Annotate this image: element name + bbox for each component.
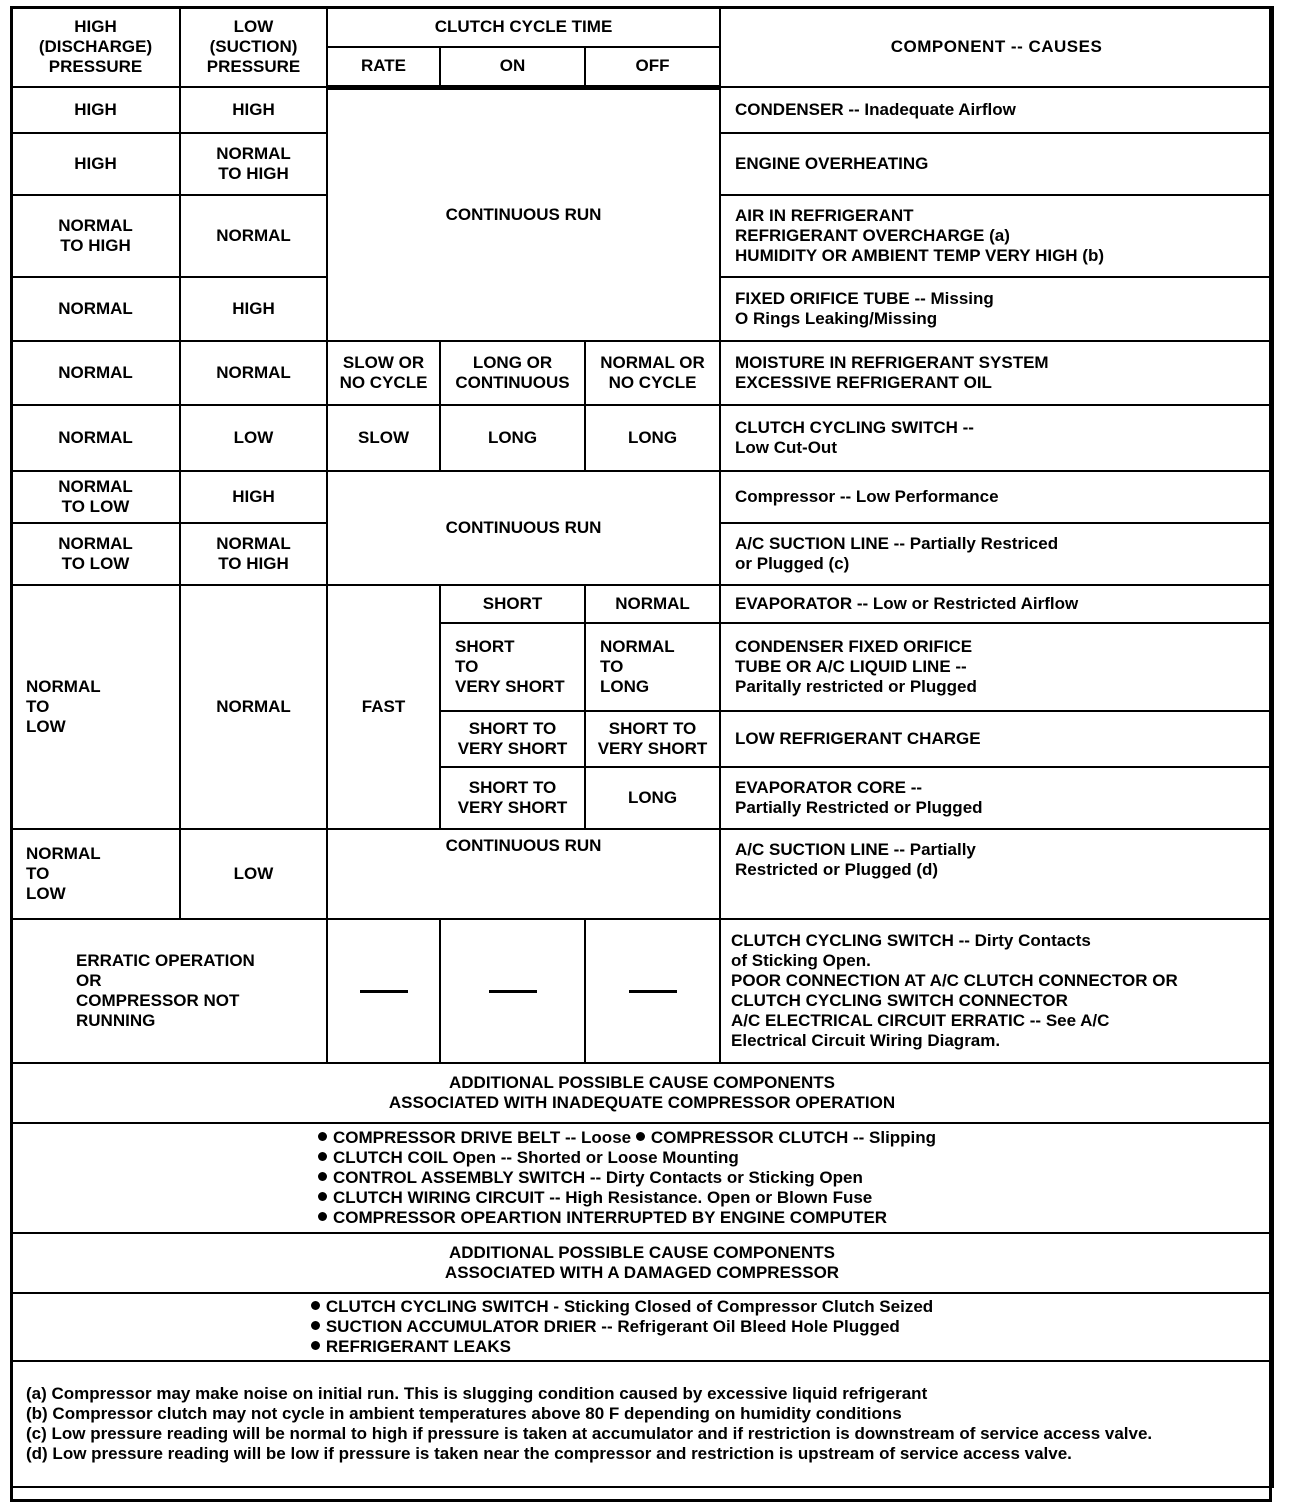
off-cell: LONG	[585, 405, 720, 471]
rate-cell: SLOW	[327, 405, 440, 471]
header-clutch-cycle-time: CLUTCH CYCLE TIME	[327, 7, 720, 47]
high-pressure-cell: NORMAL TO LOW	[11, 471, 180, 523]
high-pressure-cell: NORMAL TO LOW	[11, 829, 180, 919]
additional-inadequate-title: ADDITIONAL POSSIBLE CAUSE COMPONENTS ASSOCIATED WITH INADEQUATE COMPRESSOR OPERATION	[11, 1063, 1273, 1123]
off-cell: NORMAL TO LONG	[585, 623, 720, 711]
list-item: CLUTCH COIL Open -- Shorted or Loose Mounting	[318, 1148, 936, 1168]
footnote-d: (d) Low pressure reading will be low if pressure is taken near the compressor and restriction is upstream of service access valve.	[26, 1444, 1072, 1463]
low-pressure-cell: NORMAL	[180, 585, 327, 829]
footnote-c: (c) Low pressure reading will be normal to high if pressure is taken at accumulator and if restriction is downstream of service access valve.	[26, 1424, 1153, 1443]
low-pressure-cell: NORMAL	[180, 341, 327, 405]
header-on: ON	[440, 47, 585, 87]
footnote-a: (a) Compressor may make noise on initial run. This is slugging condition caused by excessive liquid refrigerant	[26, 1384, 928, 1403]
rate-cell: FAST	[327, 585, 440, 829]
high-pressure-cell: NORMAL TO LOW	[11, 585, 180, 829]
on-cell: SHORT	[440, 585, 585, 623]
cause-cell: MOISTURE IN REFRIGERANT SYSTEM EXCESSIVE REFRIGERANT OIL	[720, 341, 1273, 405]
low-pressure-cell: HIGH	[180, 87, 327, 133]
cause-cell: A/C SUCTION LINE -- Partially Restricted or Plugged (d)	[720, 829, 1273, 919]
header-off: OFF	[585, 47, 720, 87]
cause-cell: EVAPORATOR -- Low or Restricted Airflow	[720, 585, 1273, 623]
list-item: SUCTION ACCUMULATOR DRIER -- Refrigerant Oil Bleed Hole Plugged	[311, 1317, 933, 1337]
on-cell: SHORT TO VERY SHORT	[440, 623, 585, 711]
erratic-operation-cell: ERRATIC OPERATION OR COMPRESSOR NOT RUNNING	[11, 919, 327, 1063]
high-pressure-cell: HIGH	[11, 133, 180, 195]
on-cell: LONG	[440, 405, 585, 471]
cause-cell: A/C SUCTION LINE -- Partially Restriced or Plugged (c)	[720, 523, 1273, 585]
cause-cell: AIR IN REFRIGERANT REFRIGERANT OVERCHARGE (a) HUMIDITY OR AMBIENT TEMP VERY HIGH (b)	[720, 195, 1273, 277]
high-pressure-cell: NORMAL TO LOW	[11, 523, 180, 585]
cause-cell: LOW REFRIGERANT CHARGE	[720, 711, 1273, 767]
off-cell: NORMAL	[585, 585, 720, 623]
off-cell: SHORT TO VERY SHORT	[585, 711, 720, 767]
continuous-run-cell: CONTINUOUS RUN	[327, 829, 720, 919]
high-pressure-cell: NORMAL	[11, 277, 180, 341]
high-pressure-cell: NORMAL TO HIGH	[11, 195, 180, 277]
cause-cell: CLUTCH CYCLING SWITCH -- Low Cut-Out	[720, 405, 1273, 471]
on-cell: SHORT TO VERY SHORT	[440, 767, 585, 829]
list-item: CLUTCH WIRING CIRCUIT -- High Resistance. Open or Blown Fuse	[318, 1188, 936, 1208]
low-pressure-cell: HIGH	[180, 277, 327, 341]
high-pressure-cell: NORMAL	[11, 405, 180, 471]
footnote-b: (b) Compressor clutch may not cycle in ambient temperatures above 80 F depending on humidity conditions	[26, 1404, 902, 1423]
cause-cell: Compressor -- Low Performance	[720, 471, 1273, 523]
outer-frame	[10, 6, 1272, 1502]
high-pressure-cell: HIGH	[11, 87, 180, 133]
cause-cell: CONDENSER FIXED ORIFICE TUBE OR A/C LIQUID LINE -- Paritally restricted or Plugged	[720, 623, 1273, 711]
header-low-pressure: LOW (SUCTION) PRESSURE	[180, 7, 327, 87]
on-cell: SHORT TO VERY SHORT	[440, 711, 585, 767]
low-pressure-cell: HIGH	[180, 471, 327, 523]
list-item: REFRIGERANT LEAKS	[311, 1337, 933, 1357]
list-item: COMPRESSOR OPEARTION INTERRUPTED BY ENGINE COMPUTER	[318, 1208, 936, 1228]
header-high-pressure: HIGH (DISCHARGE) PRESSURE	[11, 7, 180, 87]
header-rate: RATE	[327, 47, 440, 87]
header-component-causes: COMPONENT -- CAUSES	[720, 7, 1273, 87]
continuous-run-cell: CONTINUOUS RUN	[327, 87, 720, 341]
low-pressure-cell: NORMAL TO HIGH	[180, 523, 327, 585]
list-item: CLUTCH CYCLING SWITCH - Sticking Closed of Compressor Clutch Seized	[311, 1297, 933, 1317]
on-cell: LONG OR CONTINUOUS	[440, 341, 585, 405]
low-pressure-cell: NORMAL	[180, 195, 327, 277]
low-pressure-cell: LOW	[180, 405, 327, 471]
low-pressure-cell: NORMAL TO HIGH	[180, 133, 327, 195]
cause-cell: EVAPORATOR CORE -- Partially Restricted or Plugged	[720, 767, 1273, 829]
continuous-run-cell: CONTINUOUS RUN	[327, 471, 720, 585]
rate-cell: SLOW OR NO CYCLE	[327, 341, 440, 405]
list-item: CONTROL ASSEMBLY SWITCH -- Dirty Contacts or Sticking Open	[318, 1168, 936, 1188]
low-pressure-cell: LOW	[180, 829, 327, 919]
cause-cell: ENGINE OVERHEATING	[720, 133, 1273, 195]
cause-cell: CONDENSER -- Inadequate Airflow	[720, 87, 1273, 133]
off-cell: NORMAL OR NO CYCLE	[585, 341, 720, 405]
list-item: COMPRESSOR DRIVE BELT -- Loose COMPRESSOR CLUTCH -- Slipping	[318, 1128, 936, 1148]
cause-cell: CLUTCH CYCLING SWITCH -- Dirty Contacts of Sticking Open. POOR CONNECTION AT A/C CLUTCH CONNECTOR OR CLUTCH CYCLING SWITCH CONNECTOR A/C ELECTRICAL CIRCUIT ERRATIC -- See A/C Electrical Circuit Wiring Diagram.	[720, 919, 1273, 1063]
additional-damaged-title: ADDITIONAL POSSIBLE CAUSE COMPONENTS ASSOCIATED WITH A DAMAGED COMPRESSOR	[11, 1233, 1273, 1293]
cause-cell: FIXED ORIFICE TUBE -- Missing O Rings Leaking/Missing	[720, 277, 1273, 341]
high-pressure-cell: NORMAL	[11, 341, 180, 405]
off-cell: LONG	[585, 767, 720, 829]
